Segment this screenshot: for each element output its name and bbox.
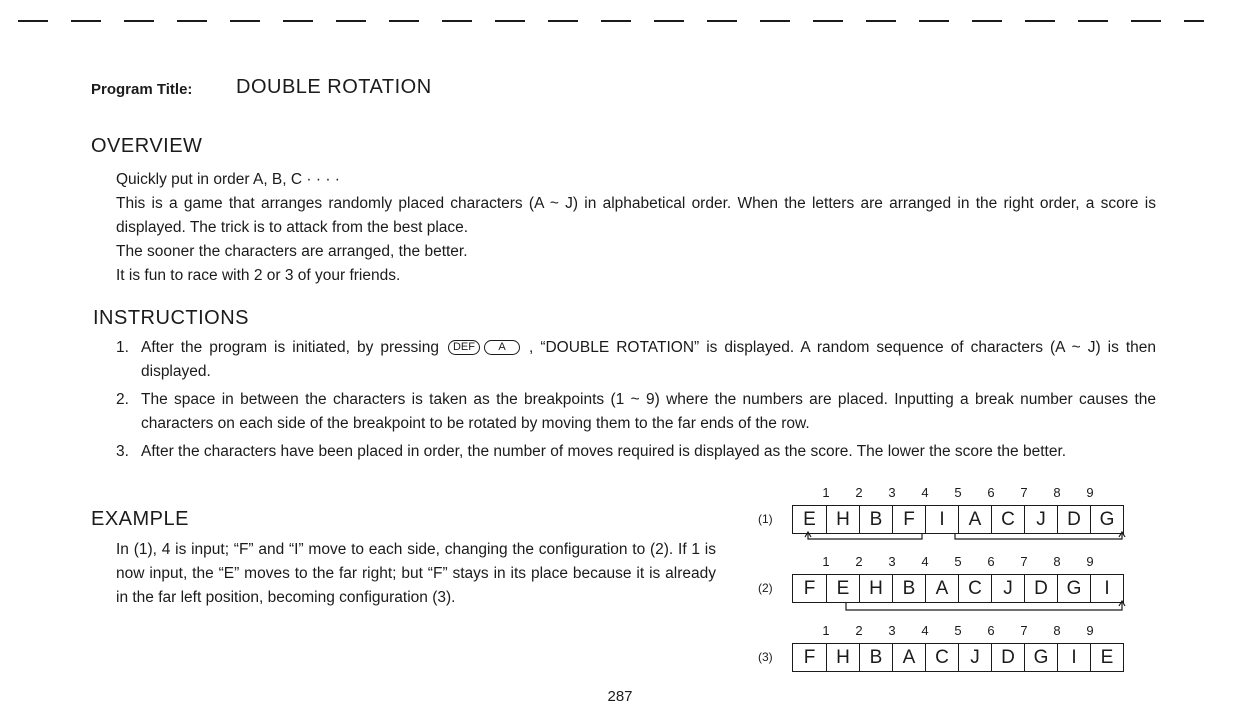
character-cell: J bbox=[991, 575, 1024, 602]
breakpoint-number: 3 bbox=[888, 623, 896, 638]
instruction-text: After the program is initiated, by pressing bbox=[141, 339, 439, 356]
character-cell: H bbox=[826, 644, 859, 671]
character-cell: D bbox=[1057, 506, 1090, 533]
character-cell: G bbox=[1057, 575, 1090, 602]
character-cell: E bbox=[803, 508, 816, 530]
rotation-arrows bbox=[792, 531, 1144, 551]
configuration bbox=[758, 623, 1158, 683]
character-cell: E bbox=[1090, 644, 1123, 671]
breakpoint-number: 6 bbox=[987, 554, 995, 569]
breakpoint-numbers bbox=[792, 485, 1144, 503]
character-cell: H bbox=[859, 575, 892, 602]
rotation-line bbox=[846, 602, 1122, 610]
breakpoint-number: 9 bbox=[1086, 485, 1094, 500]
character-cell: D bbox=[1024, 575, 1057, 602]
character-cell: C bbox=[925, 644, 958, 671]
instruction-number: 3. bbox=[116, 443, 129, 460]
breakpoint-number: 8 bbox=[1053, 485, 1061, 500]
character-row bbox=[792, 643, 1124, 672]
breakpoint-number: 1 bbox=[822, 623, 830, 638]
configuration-label: (3) bbox=[758, 650, 773, 664]
character-row bbox=[792, 505, 1124, 534]
breakpoint-number: 1 bbox=[822, 485, 830, 500]
instruction-text: After the characters have been placed in order, the number of moves required is displayed as the score. The lower the score the better. bbox=[141, 443, 1067, 460]
character-cell: J bbox=[958, 644, 991, 671]
character-cell: F bbox=[803, 646, 816, 668]
character-cell: A bbox=[925, 575, 958, 602]
instruction-number: 2. bbox=[116, 391, 129, 408]
rotation-arrows bbox=[792, 600, 1144, 620]
breakpoint-number: 3 bbox=[888, 554, 896, 569]
breakpoint-number: 9 bbox=[1086, 554, 1094, 569]
dashed-rule bbox=[18, 20, 1204, 22]
rotation-line bbox=[955, 533, 1122, 539]
program-title: DOUBLE ROTATION bbox=[236, 76, 432, 98]
overview-paragraph: The sooner the characters are arranged, the better. bbox=[116, 243, 468, 260]
character-cell: C bbox=[991, 506, 1024, 533]
character-cell: I bbox=[1090, 575, 1123, 602]
character-cell: I bbox=[925, 506, 958, 533]
breakpoint-number: 8 bbox=[1053, 623, 1061, 638]
configuration-label: (1) bbox=[758, 512, 773, 526]
example-heading: EXAMPLE bbox=[91, 508, 189, 530]
instruction-item bbox=[116, 336, 1156, 384]
breakpoint-number: 7 bbox=[1020, 623, 1028, 638]
breakpoint-number: 5 bbox=[954, 485, 962, 500]
character-cell: J bbox=[1024, 506, 1057, 533]
breakpoint-number: 9 bbox=[1086, 623, 1094, 638]
character-cell: A bbox=[892, 644, 925, 671]
character-cell: F bbox=[892, 506, 925, 533]
a-key-icon: A bbox=[484, 340, 520, 355]
character-cell: A bbox=[958, 506, 991, 533]
breakpoint-number: 2 bbox=[855, 623, 863, 638]
breakpoint-number: 2 bbox=[855, 554, 863, 569]
breakpoint-number: 7 bbox=[1020, 554, 1028, 569]
instructions-list bbox=[116, 336, 1156, 468]
instruction-number: 1. bbox=[116, 339, 129, 356]
character-cell: C bbox=[958, 575, 991, 602]
configuration bbox=[758, 485, 1158, 545]
breakpoint-number: 4 bbox=[921, 554, 929, 569]
overview-heading: OVERVIEW bbox=[91, 135, 203, 157]
breakpoint-number: 1 bbox=[822, 554, 830, 569]
program-title-label: Program Title: bbox=[91, 81, 193, 98]
character-cell: F bbox=[803, 577, 816, 599]
character-cell: D bbox=[991, 644, 1024, 671]
breakpoint-number: 6 bbox=[987, 623, 995, 638]
rotation-line bbox=[808, 533, 922, 539]
breakpoint-numbers bbox=[792, 623, 1144, 641]
breakpoint-number: 5 bbox=[954, 623, 962, 638]
overview-paragraph: Quickly put in order A, B, C · · · · bbox=[116, 171, 340, 188]
character-row bbox=[792, 574, 1124, 603]
character-cell: G bbox=[1024, 644, 1057, 671]
character-cell: E bbox=[826, 575, 859, 602]
breakpoint-numbers bbox=[792, 554, 1144, 572]
breakpoint-number: 3 bbox=[888, 485, 896, 500]
instruction-item bbox=[116, 440, 1156, 464]
configuration-label: (2) bbox=[758, 581, 773, 595]
instructions-heading: INSTRUCTIONS bbox=[93, 307, 249, 329]
character-cell: B bbox=[859, 506, 892, 533]
character-cell: B bbox=[892, 575, 925, 602]
overview-paragraph: It is fun to race with 2 or 3 of your friends. bbox=[116, 267, 401, 284]
breakpoint-number: 4 bbox=[921, 485, 929, 500]
instruction-item bbox=[116, 388, 1156, 436]
character-cell: H bbox=[826, 506, 859, 533]
def-key-icon: DEF bbox=[448, 340, 480, 355]
breakpoint-number: 8 bbox=[1053, 554, 1061, 569]
overview-paragraph: This is a game that arranges randomly placed characters (A ~ J) in alphabetical order. When the letters are arranged in the right order, a score is displayed. The trick is to attack from the best place. bbox=[116, 195, 1156, 236]
character-cell: G bbox=[1090, 506, 1123, 533]
character-cell: I bbox=[1057, 644, 1090, 671]
instruction-text: The space in between the characters is taken as the breakpoints (1 ~ 9) where the numbers are placed. Inputting a break number causes the characters on each side of the breakpoint to be rotated by moving them to the far ends of the row. bbox=[141, 391, 1156, 432]
breakpoint-number: 2 bbox=[855, 485, 863, 500]
example-body bbox=[116, 538, 716, 610]
breakpoint-number: 5 bbox=[954, 554, 962, 569]
instruction-text: , “DOUBLE ROTATION” is displayed. A random sequence of characters (A ~ J) is then displayed. bbox=[141, 339, 1156, 380]
breakpoint-number: 7 bbox=[1020, 485, 1028, 500]
character-cell: B bbox=[859, 644, 892, 671]
overview-body bbox=[116, 168, 1156, 288]
breakpoint-number: 6 bbox=[987, 485, 995, 500]
example-text: In (1), 4 is input; “F” and “I” move to each side, changing the configuration to (2). If 1 is now input, the “E” moves to the far right; but “F” stays in its place because it is already in the far left position, becoming configuration (3). bbox=[116, 541, 716, 606]
configuration bbox=[758, 554, 1158, 614]
page-number: 287 bbox=[607, 688, 633, 705]
breakpoint-number: 4 bbox=[921, 623, 929, 638]
